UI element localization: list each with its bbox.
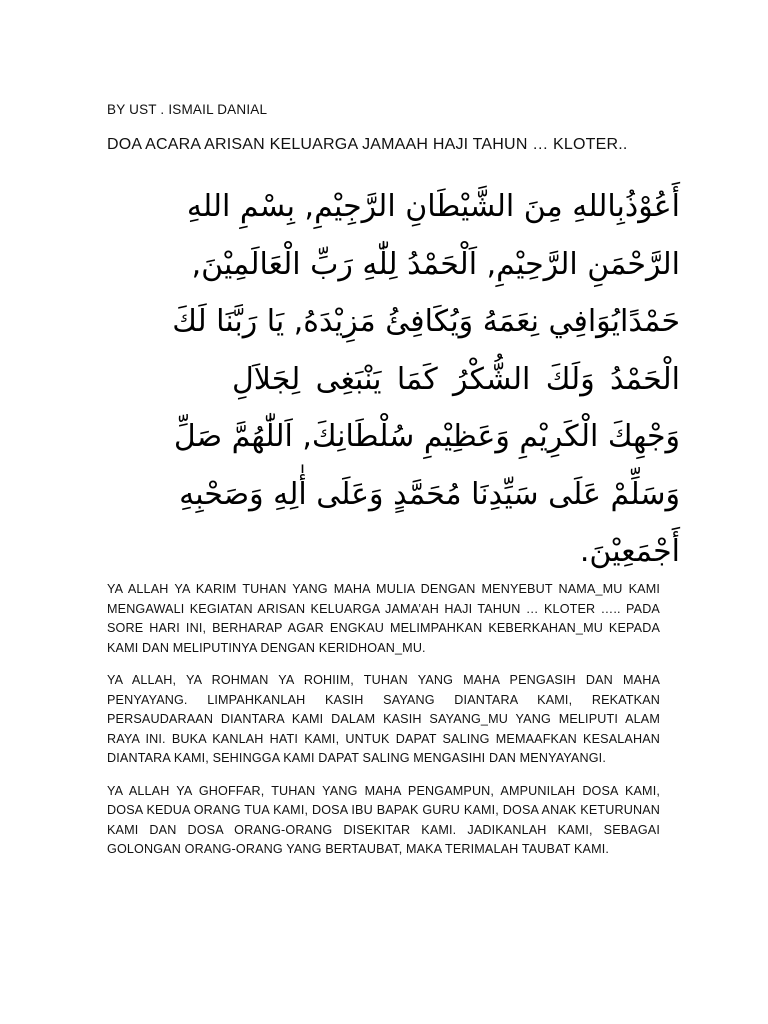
prayer-body xyxy=(107,580,660,873)
arabic-line: الْحَمْدُ وَلَكَ الشُّكْرُ كَمَا يَنْبَغِى لِجَلاَلِ xyxy=(232,361,680,397)
arabic-prayer-text xyxy=(172,178,680,581)
paragraph: YA ALLAH YA KARIM TUHAN YANG MAHA MULIA DENGAN MENYEBUT NAMA_MU KAMI MENGAWALI KEGIATAN ARISAN KELUARGA JAMA’AH HAJI TAHUN … KLOTER ….. PADA SORE HARI INI, BERHARAP AGAR ENGKAU MELIMPAHKAN KEBERKAHAN_MU KEPADA KAMI DAN MELIPUTINYA DENGAN KERIDHOAN_MU. xyxy=(107,582,660,655)
paragraph: YA ALLAH YA GHOFFAR, TUHAN YANG MAHA PENGAMPUN, AMPUNILAH DOSA KAMI, DOSA KEDUA ORANG TUA KAMI, DOSA IBU BAPAK GURU KAMI, DOSA ANAK KETURUNAN KAMI DAN DOSA ORANG-ORANG DISEKITAR KAMI. JADIKANLAH KAMI, SEBAGAI GOLONGAN ORANG-ORANG YANG BERTAUBAT, MAKA TERIMALAH TAUBAT KAMI. xyxy=(107,783,660,856)
arabic-line: أَعُوْذُبِاللهِ مِنَ الشَّيْطَانِ الرَّجِيْمِ, بِسْمِ اللهِ xyxy=(186,189,680,224)
document-title: DOA ACARA ARISAN KELUARGA JAMAAH HAJI TAHUN … KLOTER.. xyxy=(107,136,628,153)
author-line: BY UST . ISMAIL DANIAL xyxy=(107,102,268,117)
arabic-line: الرَّحْمَنِ الرَّحِيْمِ, اَلْحَمْدُ لِلّٰهِ رَبِّ الْعَالَمِيْنَ, xyxy=(191,246,680,282)
paragraph: YA ALLAH, YA ROHMAN YA ROHIIM, TUHAN YANG MAHA PENGASIH DAN MAHA PENYAYANG. LIMPAHKANLAH KASIH SAYANG DIANTARA KAMI, REKATKAN PERSAUDARAAN DIANTARA KAMI DALAM KASIH SAYANG_MU YANG MELIPUTI ALAM RAYA INI. BUKA KANLAH HATI KAMI, UNTUK DAPAT SALING MEMAAFKAN KESALAHAN DIANTARA KAMI, SEHINGGA KAMI DAPAT SALING MENGASIHI DAN MENYAYANGI. xyxy=(107,673,660,765)
arabic-line: وَسَلِّمْ عَلَى سَيِّدِنَا مُحَمَّدٍ وَعَلَى أٰلِهِ وَصَحْبِهِ xyxy=(179,476,680,512)
arabic-line: وَجْهِكَ الْكَرِيْمِ وَعَظِيْمِ سُلْطَانِكَ, اَللّٰهُمَّ صَلِّ xyxy=(173,419,680,454)
arabic-line: حَمْدًايُوَافِي نِعَمَهُ وَيُكَافِئُ مَزِيْدَهُ, يَا رَبَّنَا لَكَ xyxy=(172,304,680,339)
arabic-line: أَجْمَعِيْنَ. xyxy=(579,534,680,569)
